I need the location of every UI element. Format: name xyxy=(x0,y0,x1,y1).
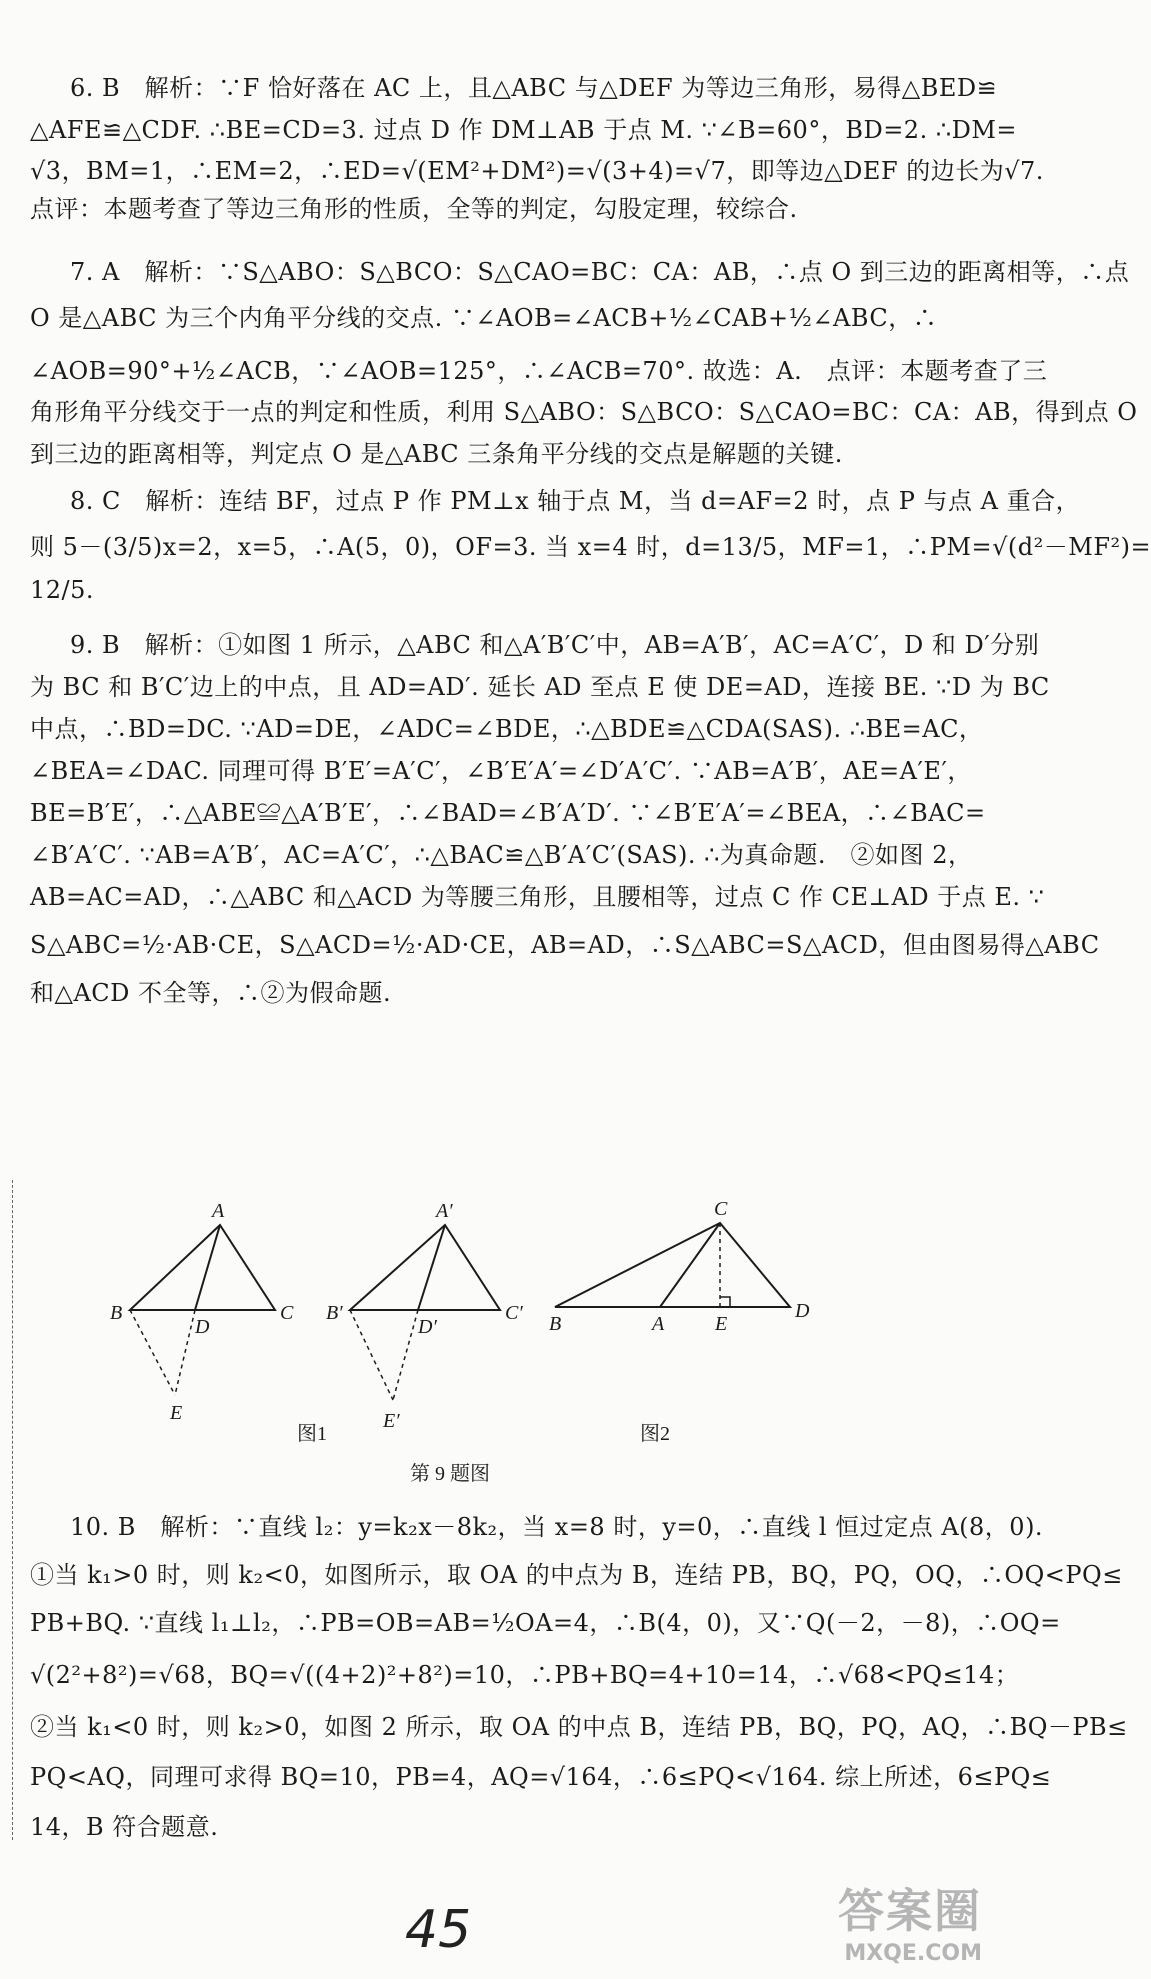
text-line-q9-9: 和△ACD 不全等，∴②为假命题. xyxy=(30,979,392,1007)
figure-1-prime xyxy=(326,1200,523,1432)
page-number: 45 xyxy=(405,1900,472,1960)
text-line-q9-1: 9. B 解析：①如图 1 所示，△ABC 和△A′B′C′中，AB=A′B′，AC=A′C′，D 和 D′分别 xyxy=(70,631,1040,659)
right-angle-mark xyxy=(720,1297,730,1307)
text-line-q10-4: √(2²+8²)=√68，BQ=√((4+2)²+8²)=10，∴PB+BQ=4+10=14，∴√68<PQ≤14； xyxy=(30,1661,1020,1689)
label-d: D xyxy=(195,1316,210,1338)
triangle-abc xyxy=(130,1225,275,1310)
text-line-q10-7: 14，B 符合题意. xyxy=(30,1813,219,1841)
text-line-q6-3: √3，BM=1，∴EM=2，∴ED=√(EM²+DM²)=√(3+4)=√7，即等边△DEF 的边长为√7. xyxy=(30,157,1044,185)
triangle-bcd xyxy=(555,1223,790,1307)
text-line-q8-2: 则 5－(3/5)x=2，x=5，∴A(5，0)，OF=3. 当 x=4 时，d=13/5，MF=1，∴PM=√(d²－MF²)= xyxy=(30,533,1151,561)
segment-de xyxy=(175,1310,195,1395)
text-line-q9-3: 中点，∴BD=DC. ∵AD=DE，∠ADC=∠BDE，∴△BDE≌△CDA(SAS). ∴BE=AC， xyxy=(30,715,984,743)
label-a: A xyxy=(212,1200,225,1222)
label-e2: E xyxy=(715,1313,728,1335)
text-line-q7-4: 角形角平分线交于一点的判定和性质，利用 S△ABO：S△BCO：S△CAO=BC：CA：AB，得到点 O xyxy=(30,398,1138,426)
text-line-q9-8: S△ABC=½·AB·CE，S△ACD=½·AD·CE，AB=AD，∴S△ABC=S△ACD，但由图易得△ABC xyxy=(30,931,1100,959)
segment-ca xyxy=(660,1223,720,1307)
label-d2: D xyxy=(795,1300,810,1322)
binding-margin-line xyxy=(0,1180,13,1840)
segment-de-prime xyxy=(393,1310,418,1400)
figure-1 xyxy=(110,1200,327,1445)
figure-1-label: 图1 xyxy=(297,1423,327,1445)
text-line-q8-3: 12/5. xyxy=(30,576,95,604)
label-b: B xyxy=(110,1302,123,1324)
label-a2: A xyxy=(652,1313,665,1335)
watermark-logo: 答案圈 xyxy=(838,1884,982,1938)
text-line-q7-2: O 是△ABC 为三个内角平分线的交点. ∵∠AOB=∠ACB+½∠CAB+½∠ABC，∴ xyxy=(30,304,938,332)
text-line-q9-6: ∠B′A′C′. ∵AB=A′B′，AC=A′C′，∴△BAC≌△B′A′C′(SAS). ∴为真命题. ②如图 2， xyxy=(30,841,973,869)
text-line-q10-1: 10. B 解析：∵直线 l₂：y=k₂x－8k₂，当 x=8 时，y=0，∴直线 l 恒过定点 A(8，0). xyxy=(70,1513,1044,1541)
text-line-q6-1: 6. B 解析：∵F 恰好落在 AC 上，且△ABC 与△DEF 为等边三角形，易得△BED≌ xyxy=(70,74,998,102)
label-b2: B xyxy=(549,1313,562,1335)
text-line-q8-1: 8. C 解析：连结 BF，过点 P 作 PM⊥x 轴于点 M，当 d=AF=2 时，点 P 与点 A 重合， xyxy=(70,487,1081,515)
text-line-q10-5: ②当 k₁<0 时，则 k₂>0，如图 2 所示，取 OA 的中点 B，连结 PB，BQ，PQ，AQ，∴BQ－PB≤ xyxy=(30,1713,1128,1741)
text-line-q10-6: PQ<AQ，同理可求得 BQ=10，PB=4，AQ=√164，∴6≤PQ<√164. 综上所述，6≤PQ≤ xyxy=(30,1763,1052,1791)
text-line-q10-3: PB+BQ. ∵直线 l₁⊥l₂，∴PB=OB=AB=½OA=4，∴B(4，0)，又∵Q(－2，－8)，∴OQ= xyxy=(30,1609,1061,1637)
label-e-prime: E′ xyxy=(383,1410,400,1432)
text-line-q9-2: 为 BC 和 B′C′边上的中点，且 AD=AD′. 延长 AD 至点 E 使 DE=AD，连接 BE. ∵D 为 BC xyxy=(30,673,1050,701)
question-9-figure xyxy=(0,1195,1000,1495)
text-line-q9-4: ∠BEA=∠DAC. 同理可得 B′E′=A′C′，∠B′E′A′=∠D′A′C′. ∵AB=A′B′，AE=A′E′， xyxy=(30,757,972,785)
figure-caption: 第 9 题图 xyxy=(410,1463,490,1485)
segment-be xyxy=(130,1310,175,1395)
text-line-q7-5: 到三边的距离相等，判定点 O 是△ABC 三条角平分线的交点是解题的关键. xyxy=(30,440,843,468)
label-c-prime: C′ xyxy=(505,1302,523,1324)
text-line-q9-5: BE=B′E′，∴△ABE≌△A′B′E′，∴∠BAD=∠B′A′D′. ∵∠B′E′A′=∠BEA，∴∠BAC= xyxy=(30,799,986,827)
figure-2-label: 图2 xyxy=(640,1423,670,1445)
text-line-q6-2: △AFE≌△CDF. ∴BE=CD=3. 过点 D 作 DM⊥AB 于点 M. ∵∠B=60°，BD=2. ∴DM= xyxy=(30,116,1018,144)
label-b-prime: B′ xyxy=(326,1302,343,1324)
text-line-q6-comment: 点评：本题考查了等边三角形的性质，全等的判定，勾股定理，较综合. xyxy=(30,195,798,223)
text-line-q7-3: ∠AOB=90°+½∠ACB，∵∠AOB=125°，∴∠ACB=70°. 故选：A. 点评：本题考查了三 xyxy=(30,357,1048,385)
text-line-q9-7: AB=AC=AD，∴△ABC 和△ACD 为等腰三角形，且腰相等，过点 C 作 CE⊥AD 于点 E. ∵ xyxy=(30,883,1045,911)
watermark-url: MXQE.COM xyxy=(844,1941,982,1966)
label-c: C xyxy=(280,1302,294,1324)
text-line-q7-1: 7. A 解析：∵S△ABO：S△BCO：S△CAO=BC：CA：AB，∴点 O 到三边的距离相等，∴点 xyxy=(70,258,1130,286)
label-d-prime: D′ xyxy=(418,1316,437,1338)
figure-2 xyxy=(549,1198,810,1445)
label-e: E xyxy=(170,1402,183,1424)
watermark xyxy=(838,1875,982,1966)
segment-be-prime xyxy=(350,1310,393,1400)
triangle-abc-prime xyxy=(350,1225,500,1310)
label-a-prime: A′ xyxy=(436,1200,453,1222)
text-line-q10-2: ①当 k₁>0 时，则 k₂<0，如图所示，取 OA 的中点为 B，连结 PB，BQ，PQ，OQ，∴OQ<PQ≤ xyxy=(30,1561,1123,1589)
label-c2: C xyxy=(714,1198,728,1220)
